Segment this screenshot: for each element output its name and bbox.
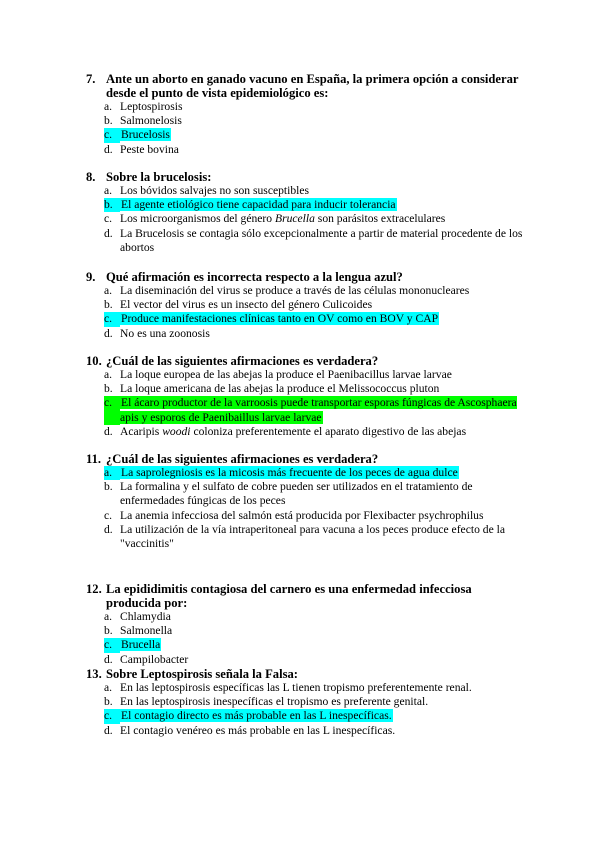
option-b: b. Salmonella (104, 624, 173, 638)
option-d: d. Campilobacter (104, 652, 189, 666)
question-number: 11. (86, 452, 102, 466)
question-9 (86, 270, 526, 341)
highlighted-answer: Produce manifestaciones clínicas tanto en OV como en BOV y CAP (121, 312, 439, 326)
question-number: 10. (86, 354, 102, 368)
option-a: a. Los bóvidos salvajes no son susceptibles (104, 184, 310, 197)
question-7 (86, 72, 526, 157)
question-11 (86, 452, 526, 551)
question-8 (86, 170, 526, 255)
option-a: a. Chlamydia (104, 610, 171, 623)
option-b: b. El agente etiológico tiene capacidad para inducir tolerancia (104, 198, 396, 212)
option-d: d. Peste bovina (104, 142, 179, 156)
highlighted-answer: Brucelosis (121, 128, 170, 142)
question-number: 12. (86, 582, 102, 596)
option-b: b. El vector del virus es un insecto del género Culicoides (104, 298, 373, 312)
option-a: a. Leptospirosis (104, 100, 183, 113)
question-number: 13. (86, 667, 102, 681)
option-d: d. La utilización de la vía intraperitoneal para vacuna a los peces produce efecto de la "vaccinitis" (104, 522, 505, 551)
highlighted-answer: El ácaro productor de la varroosis puede transportar esporas fúngicas de Ascosphaera apis y esporos de Paenibaillus larvae larvae (120, 396, 517, 424)
question-number: 7. (86, 72, 96, 86)
option-c: c. El ácaro productor de la varroosis puede transportar esporas fúngicas de Ascosphaera apis y esporos de Paenibaillus larvae larvae (104, 396, 517, 424)
highlighted-answer: El agente etiológico tiene capacidad para inducir tolerancia (121, 198, 396, 212)
option-c: c. El contagio directo es más probable en las L inespecíficas. (104, 709, 392, 723)
option-b: b. En las leptospirosis inespecíficas el tropismo es preferente genital. (104, 695, 429, 709)
option-b: b. Salmonelosis (104, 114, 182, 128)
question-text: Sobre Leptospirosis señala la Falsa: (106, 667, 298, 681)
question-text: ¿Cuál de las siguientes afirmaciones es verdadera? (106, 452, 379, 466)
question-text: La epididimitis contagiosa del carnero es una enfermedad infecciosa producida por: (106, 582, 472, 610)
highlighted-answer: La saprolegniosis es la micosis más frecuente de los peces de agua dulce (121, 466, 458, 479)
question-number: 9. (86, 270, 96, 284)
option-d: d. El contagio venéreo es más probable en las L inespecíficas. (104, 723, 396, 737)
highlighted-answer: Brucella (121, 638, 161, 652)
option-c: c. Brucelosis (104, 128, 170, 142)
option-d: d. La Brucelosis se contagia sólo excepcionalmente a partir de material procedente de los abortos (104, 226, 523, 254)
option-a: a. La loque europea de las abejas la produce el Paenibacillus larvae larvae (104, 368, 452, 381)
option-a: a. La saprolegniosis es la micosis más frecuente de los peces de agua dulce (104, 466, 458, 479)
question-10 (86, 354, 526, 439)
option-b: b. La loque americana de las abejas la produce el Melissococcus pluton (104, 382, 440, 396)
question-text: Ante un aborto en ganado vacuno en España, la primera opción a considerar desde el punto de vista epidemiológico es: (106, 72, 519, 100)
option-d: d. Acaripis woodi coloniza preferentemente el aparato digestivo de las abejas (104, 424, 467, 438)
option-a: a. En las leptospirosis específicas las L tienen tropismo preferentemente renal. (104, 681, 472, 694)
question-number: 8. (86, 170, 96, 184)
question-text: Sobre la brucelosis: (106, 170, 212, 184)
option-b: b. La formalina y el sulfato de cobre pueden ser utilizados en el tratamiento de enfermedades fúngicas de los peces (104, 480, 473, 508)
option-c: c. Los microorganismos del género Brucella son parásitos extracelulares (104, 212, 446, 226)
question-text: Qué afirmación es incorrecta respecto a la lengua azul? (106, 270, 403, 284)
question-13 (86, 667, 526, 738)
highlighted-answer: El contagio directo es más probable en las L inespecíficas. (121, 709, 392, 723)
option-c: c. Brucella (104, 638, 161, 652)
option-a: a. La diseminación del virus se produce a través de las células mononucleares (104, 284, 470, 297)
question-text: ¿Cuál de las siguientes afirmaciones es verdadera? (106, 354, 379, 368)
question-12 (86, 582, 526, 667)
option-c: c. La anemia infecciosa del salmón está producida por Flexibacter psychrophilus (104, 508, 484, 522)
option-c: c. Produce manifestaciones clínicas tanto en OV como en BOV y CAP (104, 312, 439, 326)
option-d: d. No es una zoonosis (104, 326, 210, 340)
